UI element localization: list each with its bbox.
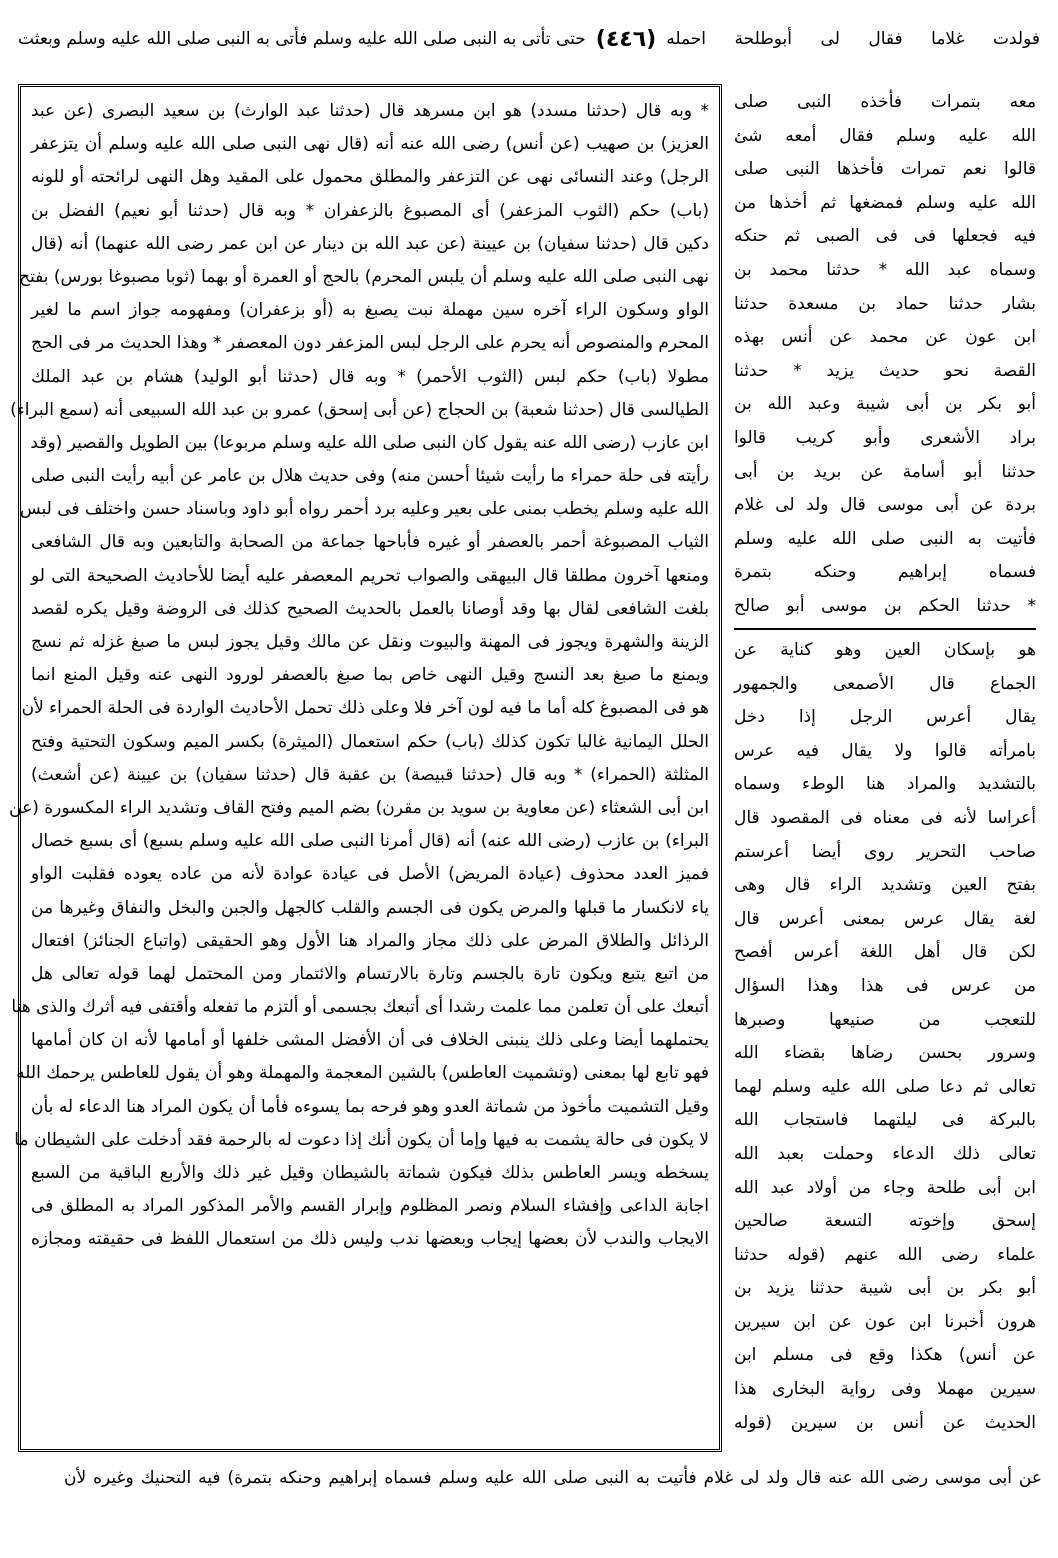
text-line: * وبه قال (حدثنا مسدد) هو ابن مسرهد قال (حدثنا عبد الوارث) بن سعيد البصرى (عن عبد <box>31 101 709 121</box>
text-line: الثياب المصبوغة أحمر بالعصفر أو غيره فأباحها جماعة من الصحابة والتابعين وبه قال الشافعى <box>31 532 709 553</box>
text-line: المثلثة (الحمراء) * وبه قال (حدثنا قبيصة) بن عقبة قال (حدثنا سفيان) بن عيينة (عن أشعث) <box>31 764 709 785</box>
page-number: (٤٤٦) <box>595 26 657 52</box>
side-commentary-line: من عرس فى هذا وهذا السؤال <box>734 975 1036 996</box>
header-right-text: فولدت غلاما فقال لى أبوطلحة احمله <box>666 29 1040 49</box>
text-line: نهى النبى صلى الله عليه وسلم أن يلبس المحرم) بالحج أو العمرة أو بهما (ثوبا مصبوغا بورس) بفتح <box>19 266 709 287</box>
header-left-text: حتى تأتى به النبى صلى الله عليه وسلم فأتى به النبى صلى الله عليه وسلم وبعثت <box>18 29 586 49</box>
text-line: ابن عازب (رضى الله عنه يقول كان النبى صلى الله عليه وسلم مربوعا) بين الطويل والقصير (وقد <box>30 432 709 453</box>
side-text-line: بردة عن أبى موسى قال ولد لى غلام <box>734 495 1036 516</box>
side-text-line: فيه فجعلها فى فى الصبى ثم حنكه <box>734 226 1036 247</box>
text-line: (باب) حكم (الثوب المزعفر) أى المصبوغ بالزعفران * وبه قال (حدثنا أبو نعيم) الفضل بن <box>31 200 709 221</box>
header-line <box>14 24 1044 54</box>
text-line: ياء لانكسار ما قبلها والمرض يكون فى الجسم والقلب كالجهل والجبن والبخل والنفاق وغيرها من <box>31 897 709 918</box>
side-text-line: براد الأشعرى وأبو كريب قالوا <box>734 427 1036 448</box>
page-footer <box>64 1458 1042 1498</box>
side-text-line: أبو بكر بن أبى شيبة وعبد الله بن <box>734 394 1036 415</box>
side-text-line: ابن عون عن محمد عن أنس بهذه <box>734 327 1036 348</box>
side-commentary-line: بالتشديد والمراد هنا الوطء وسماه <box>734 774 1036 795</box>
text-line: هو فى المصبوغ كله أما ما فيه لون آخر فلا وعلى ذلك تحمل الأحاديث الواردة فى الحلة الحمراء لأن <box>21 698 709 719</box>
text-line: ومنعها آخرون مطلقا قال البيهقى والصواب تحريم المعصفر عليه أيضا للأحاديث الصحيحة التى لو <box>31 565 709 586</box>
text-line: الحلل اليمانية غالبا تكون كذلك (باب) حكم استعمال (الميثرة) بكسر الميم وسكون التحتية وفتح <box>31 731 709 752</box>
side-text-line: فسماه إبراهيم وحنكه بتمرة <box>734 562 1036 583</box>
footer-text: عن أبى موسى رضى الله عنه قال ولد لى غلام فأتيت به النبى صلى الله عليه وسلم فسماه إبراهيم وحنكه بتمرة) فيه التحنيك وغيره لأن <box>64 1468 1042 1488</box>
text-line: أتبعك على أن تعلمن مما علمت رشدا أى أتبعك بجسمى أو ألتزم ما تفعله وأقتفى فيه أثرك والذى هنا <box>11 997 709 1018</box>
text-line: البراء) بن عازب (رضى الله عنه) أنه (قال أمرنا النبى صلى الله عليه وسلم بسبع) أى بسبع خصال <box>31 831 709 852</box>
text-line: اجابة الداعى وإفشاء السلام ونصر المظلوم وإبرار القسم والأمر المذكور المراد به المطلق فى <box>31 1196 709 1217</box>
side-commentary-line: عن أنس) هكذا وقع فى مسلم ابن <box>734 1345 1036 1366</box>
text-line: مطولا (باب) حكم لبس (الثوب الأحمر) * وبه قال (حدثنا أبو الوليد) هشام بن عبد الملك <box>31 366 709 387</box>
text-line: الزينة والشهرة ويجوز فى المهنة والبيوت ونقل عن مالك وقيل يجوز لبس ما صبغ غزله ثم نسج <box>31 632 709 652</box>
side-text-line: معه بتمرات فأخذه النبى صلى <box>734 92 1036 112</box>
side-commentary-line: هو بإسكان العين وهو كناية عن <box>734 640 1036 660</box>
text-line: الله عليه وسلم يخطب بمنى على بعير وعليه برد أحمر رواه أبو داود وباسناد حسن واختلف فى لبس <box>19 499 709 520</box>
side-commentary-line: علماء رضى الله عنهم (قوله حدثنا <box>734 1244 1036 1265</box>
side-text-line: * حدثنا الحكم بن موسى أبو صالح <box>734 595 1036 616</box>
side-commentary-line: للتعجب من صنيعها وصبرها <box>734 1009 1036 1030</box>
side-commentary-line: لغة يقال عرس بمعنى أعرس قال <box>734 908 1036 929</box>
side-commentary-line: وسرور بحسن رضاها بقضاء الله <box>734 1043 1036 1064</box>
text-line: الايجاب والندب لأن بعضها إيجاب وبعضها ندب وليس ذلك من استعمال اللفظ فى حقيقته ومجازه <box>31 1229 709 1250</box>
nawawi-commentary-column <box>734 634 1036 1464</box>
side-text-line: وسماه عبد الله * حدثنا محمد بن <box>734 259 1036 280</box>
text-line: ابن أبى الشعثاء (عن معاوية بن سويد بن مقرن) بضم الميم وفتح القاف وتشديد الراء المكسورة (عن <box>9 797 709 818</box>
side-text-line: حدثنا أبو أسامة عن بريد بن أبى <box>734 461 1036 482</box>
text-line: رأيته فى حلة حمراء ما رأيت شيئا أحسن منه) وفى حديث هلال بن عامر عن أبيه رأيت النبى صلى <box>31 466 709 487</box>
side-commentary-line: بالبركة فى ليلتهما فاستجاب الله <box>734 1110 1036 1131</box>
side-text-line: بشار حدثنا حماد بن مسعدة حدثنا <box>734 293 1036 314</box>
side-commentary-line: أعراسا لأنه فى معناه فى المقصود قال <box>734 807 1036 828</box>
text-line: الواو وسكون الراء آخره سين مهملة نبت يصبغ به (أو بزعفران) ومفهومه جواز اسم ما لغير <box>31 300 709 321</box>
side-commentary-line: بفتح العين وتشديد الراء قال وهى <box>734 875 1036 896</box>
text-line: بلغت الشافعى لقال بها وقد أوصانا بالعمل بالحديث الصحيح كذلك فى الروضة وقيل يكره لقصد <box>31 598 709 619</box>
side-commentary-line: تعالى ذلك الدعاء وحملت بعبد الله <box>734 1143 1036 1164</box>
side-commentary-line: إسحق وإخوته التسعة صالحين <box>734 1211 1036 1232</box>
text-line: العزيز) بن صهيب (عن أنس) رضى الله عنه أنه (قال نهى النبى صلى الله عليه وسلم أن يتزعفر <box>31 134 709 155</box>
side-commentary-line: الجماع قال الأصمعى والجمهور <box>734 673 1036 694</box>
side-text-line: الله عليه وسلم فمضغها ثم أخذها من <box>734 192 1036 213</box>
side-commentary-line: أبو بكر بن أبى شيبة حدثنا يزيد بن <box>734 1278 1036 1299</box>
side-text-line: قالوا نعم تمرات فأخذها النبى صلى <box>734 159 1036 180</box>
text-line: لا يكون فى حالة يشمت به فيها وإما أن يكون أنك إذا دعوت له بالرحمة فقد أدخلت على الشيطان ما <box>14 1129 709 1150</box>
page-header <box>14 24 1044 84</box>
text-line: ويمنع ما صبغ بعد النسج وقيل النهى خاص بما صبغ بالعصفر لورود النهى عنه وقيل المنع انما <box>31 665 709 686</box>
side-commentary-line: لكن قال أهل اللغة أعرس أفصح <box>734 942 1036 963</box>
text-line: الطيالسى قال (حدثنا شعبة) بن الحجاج (عن أبى إسحق) عمرو بن عبد الله السبيعى أنه (سمع البراء) <box>10 399 709 420</box>
text-line: دكين قال (حدثنا سفيان) بن عيينة (عن عبد الله بن دينار عن ابن عمر رضى الله عنهما) أنه (قال <box>31 233 709 254</box>
text-line: الرذائل والطلاق المرض على ذلك مجاز والمراد هنا الأول وهو الحقيقى (واتباع الجنائز) افتعال <box>31 930 709 951</box>
commentary-box <box>9 84 722 1452</box>
text-line: من اتبع يتبع ويكون تارة بالجسم وتارة بالارتسام والائتمار ومن المحتمل لهما قوله تعالى هل <box>31 963 709 984</box>
text-line: فميز العدد محذوف (عيادة المريض) الأصل فى عيادة عوادة لأنه من عاده يعوده فقلبت الواو <box>31 864 709 885</box>
side-commentary-line: تعالى ثم دعا صلى الله عليه وسلم لهما <box>734 1076 1036 1097</box>
text-line: المحرم والمنصوص أنه يحرم على الرجل لبس المزعفر دون المعصفر * وهذا الحديث مر فى الحج <box>31 333 709 354</box>
text-line: الرجل) وعند النسائى نهى عن التزعفر والمطلق محمول على المقيد وهل النهى لرائحته أو للونه <box>31 167 709 188</box>
side-commentary-line: ابن أبى طلحة وجاء من أولاد عبد الله <box>734 1177 1036 1198</box>
side-commentary-line: بامرأته قالوا ولا يقال فيه عرس <box>734 740 1036 761</box>
side-commentary-line: يقال أعرس الرجل إذا دخل <box>734 707 1036 728</box>
side-commentary-line: صاحب التحرير روى أيضا أعرستم <box>734 841 1036 862</box>
side-commentary-line: سيرين مهملا وفى رواية البخارى هذا <box>734 1379 1036 1400</box>
side-commentary-line: هرون أخبرنا ابن عون عن ابن سيرين <box>734 1311 1036 1332</box>
side-text-line: الله عليه وسلم فقال أمعه شئ <box>734 125 1036 146</box>
side-text-line: القصة نحو حديث يزيد * حدثنا <box>734 360 1036 381</box>
text-line: يحتملهما أيضا وعلى ذلك ينبنى الخلاف فى أن الأفضل المشى خلفها أو أمامها لأنه ان كان أمامها <box>31 1030 709 1051</box>
hadith-column <box>734 86 1036 626</box>
text-line: يسخطه ويسر العاطس بذلك فيكون شماتة بالشيطان وقيل غير ذلك والأربع الباقية من السبع <box>31 1163 709 1183</box>
side-text-line: فأتيت به النبى صلى الله عليه وسلم <box>734 528 1036 549</box>
side-commentary-line: الحديث عن أنس بن سيرين (قوله <box>734 1412 1036 1433</box>
column-divider <box>734 628 1036 630</box>
text-line: فهو تابع لها بمعنى (وتشميت العاطس) بالشين المعجمة والمهملة وهو أن يقول للعاطس يرحمك الله <box>16 1063 709 1084</box>
text-line: وقيل التشميت مأخوذ من شماتة العدو وهو فرحه بما يسوءه فأما أن يكون المراد هنا الدعاء له بأن <box>31 1096 709 1117</box>
